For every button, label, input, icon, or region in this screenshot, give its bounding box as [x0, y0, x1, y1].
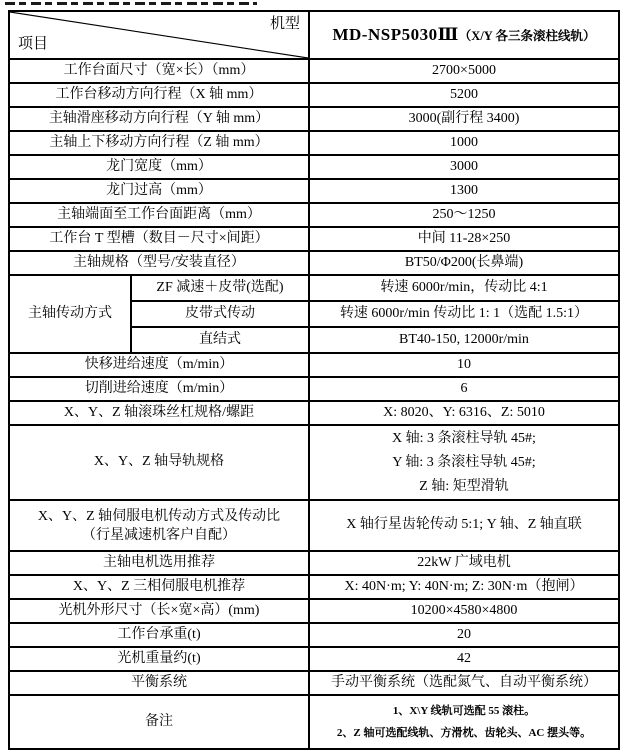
row-value: 42 [309, 647, 619, 671]
row-label: 龙门过高（mm） [9, 179, 309, 203]
table-row [9, 203, 619, 227]
table-row [9, 155, 619, 179]
row-value: X 轴行星齿轮传动 5:1; Y 轴、Z 轴直联 [309, 500, 619, 551]
row-value: 1000 [309, 131, 619, 155]
row-sublabel: 皮带式传动 [131, 301, 309, 327]
row-value: 6 [309, 377, 619, 401]
row-value: 中间 11-28×250 [309, 227, 619, 251]
table-row [9, 353, 619, 377]
row-label: 龙门宽度（mm） [9, 155, 309, 179]
row-value: 22kW 广域电机 [309, 551, 619, 575]
row-value: 250～1250 [309, 203, 619, 227]
header-corner-item-label: 项目 [18, 35, 49, 52]
table-row [9, 275, 619, 301]
table-row [9, 671, 619, 695]
row-sublabel: 直结式 [131, 327, 309, 353]
spec-table [8, 10, 620, 750]
row-label: 快移进给速度（m/min） [9, 353, 309, 377]
row-value: X: 40N·m; Y: 40N·m; Z: 30N·m（抱闸） [309, 575, 619, 599]
row-value: 2700×5000 [309, 59, 619, 83]
table-row [9, 425, 619, 500]
table-row [9, 599, 619, 623]
header-corner-model-label: 机型 [269, 16, 300, 32]
row-value: 3000(副行程 3400) [309, 107, 619, 131]
table-row [9, 623, 619, 647]
row-value: 10 [309, 353, 619, 377]
table-row [9, 107, 619, 131]
row-value: 5200 [309, 83, 619, 107]
table-row [9, 179, 619, 203]
row-value: 20 [309, 623, 619, 647]
diagonal-header-cell [9, 11, 309, 59]
model-header-cell [309, 11, 619, 59]
row-label: X、Y、Z 轴伺服电机传动方式及传动比 （行星减速机客户自配） [9, 500, 309, 551]
table-row [9, 227, 619, 251]
row-label: 工作台移动方向行程（X 轴 mm） [9, 83, 309, 107]
row-value: 1、X\Y 线轨可选配 55 滚柱。 2、Z 轴可选配线轨、方滑枕、齿轮头、AC 摆头等。 [309, 695, 619, 749]
row-label: 工作台承重(t) [9, 623, 309, 647]
table-row [9, 377, 619, 401]
diagonal-line [10, 12, 308, 58]
table-header-row [9, 11, 619, 59]
row-label: X、Y、Z 轴滚珠丝杠规格/螺距 [9, 401, 309, 425]
table-row [9, 647, 619, 671]
row-label: 主轴规格（型号/安装直径） [9, 251, 309, 275]
row-sublabel: ZF 减速＋皮带(选配) [131, 275, 309, 301]
row-value: 转速 6000r/min，传动比 4:1 [309, 275, 619, 301]
table-row [9, 251, 619, 275]
row-label: 光机外形尺寸（长×宽×高）(mm) [9, 599, 309, 623]
row-label: X、Y、Z 三相伺服电机推荐 [9, 575, 309, 599]
table-row [9, 131, 619, 155]
row-value: BT50/Φ200(长鼻端) [309, 251, 619, 275]
row-label: 光机重量约(t) [9, 647, 309, 671]
row-value: 3000 [309, 155, 619, 179]
row-label: 工作台面尺寸（宽×长）（mm） [9, 59, 309, 83]
row-value: 10200×4580×4800 [309, 599, 619, 623]
table-row [9, 500, 619, 551]
row-label: 主轴端面至工作台面距离（mm） [9, 203, 309, 227]
clipped-text-fragment [5, 0, 257, 6]
row-value: BT40-150, 12000r/min [309, 327, 619, 353]
model-name: MD-NSP5030Ⅲ [332, 24, 459, 44]
row-value: 1300 [309, 179, 619, 203]
row-label: 工作台 T 型槽（数目－尺寸×间距） [9, 227, 309, 251]
row-label: 备注 [9, 695, 309, 749]
model-suffix: （X/Y 各三条滚柱线轨） [458, 28, 596, 43]
row-value: 手动平衡系统（选配氮气、自动平衡系统） [309, 671, 619, 695]
row-label: X、Y、Z 轴导轨规格 [9, 425, 309, 500]
table-row [9, 83, 619, 107]
table-row [9, 575, 619, 599]
table-row [9, 59, 619, 83]
row-label: 平衡系统 [9, 671, 309, 695]
row-label: 主轴滑座移动方向行程（Y 轴 mm） [9, 107, 309, 131]
row-label: 主轴上下移动方向行程（Z 轴 mm） [9, 131, 309, 155]
row-label: 切削进给速度（m/min） [9, 377, 309, 401]
row-value: 转速 6000r/min 传动比 1: 1（选配 1.5:1） [309, 301, 619, 327]
row-value: X: 8020、Y: 6316、Z: 5010 [309, 401, 619, 425]
table-row [9, 551, 619, 575]
table-row [9, 695, 619, 749]
row-label: 主轴电机选用推荐 [9, 551, 309, 575]
row-value: X 轴: 3 条滚柱导轨 45#; Y 轴: 3 条滚柱导轨 45#; Z 轴: 矩型滑轨 [309, 425, 619, 500]
row-group-label: 主轴传动方式 [9, 275, 131, 353]
table-row [9, 401, 619, 425]
